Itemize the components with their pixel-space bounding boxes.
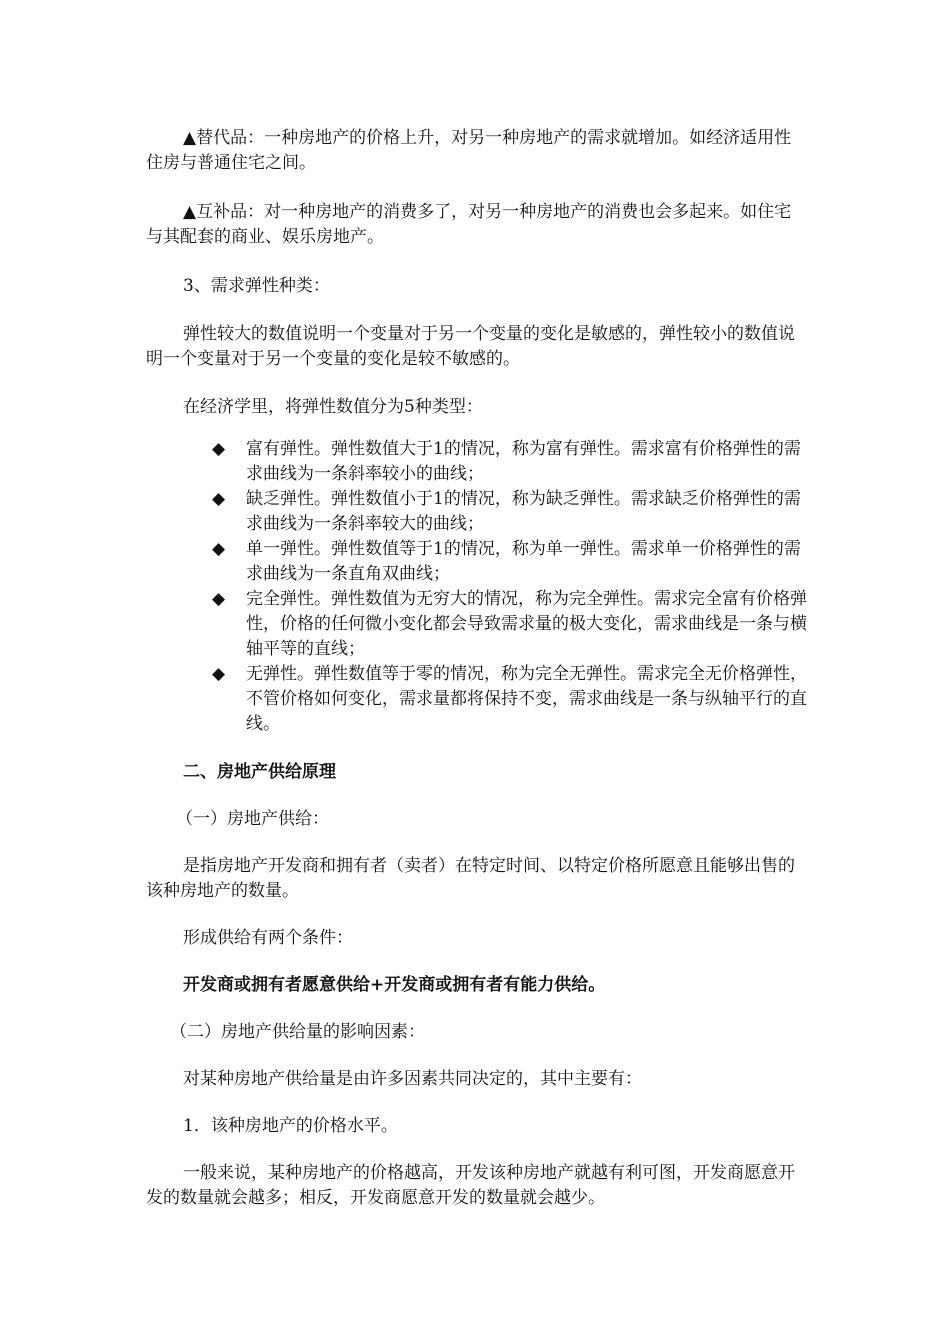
substitute-paragraph: ▲替代品：一种房地产的价格上升，对另一种房地产的需求就增加。如经济适用性住房与普通住宅之间。	[146, 128, 792, 173]
diamond-bullet-icon: ◆	[212, 439, 226, 459]
factors-intro: 对某种房地产供给量是由许多因素共同决定的，其中主要有：	[183, 1069, 642, 1089]
diamond-bullet-icon: ◆	[212, 589, 226, 609]
elasticity-types-heading: 3、需求弹性种类：	[183, 276, 330, 296]
supply-section-heading: 二、房地产供给原理	[183, 762, 336, 782]
diamond-bullet-icon: ◆	[212, 664, 226, 684]
diamond-bullet-icon: ◆	[212, 489, 226, 509]
factor-1-text: 一般来说，某种房地产的价格越高，开发该种房地产就越有利可图，开发商愿意开发的数量就会越多；相反，开发商愿意开发的数量就会越少。	[146, 1163, 795, 1208]
elasticity-list	[212, 437, 812, 737]
conditions-text: 开发商或拥有者愿意供给+开发商或拥有者有能力供给。	[183, 975, 606, 995]
list-item: ◆ 完全弹性。弹性数值为无穷大的情况，称为完全弹性。需求完全富有价格弹性，价格的任何微小变化都会导致需求量的极大变化，需求曲线是一条与横轴平等的直线；	[212, 589, 807, 659]
list-item: ◆ 缺乏弹性。弹性数值小于1的情况，称为缺乏弹性。需求缺乏价格弹性的需求曲线为一条斜率较大的曲线；	[212, 489, 801, 534]
supply-subheading-2: （二）房地产供给量的影响因素：	[170, 1022, 425, 1042]
supply-subheading-1: （一）房地产供给：	[176, 809, 329, 829]
list-item: ◆ 单一弹性。弹性数值等于1的情况，称为单一弹性。需求单一价格弹性的需求曲线为一条直角双曲线；	[212, 539, 801, 584]
list-item: ◆ 无弹性。弹性数值等于零的情况，称为完全无弹性。需求完全无价格弹性，不管价格如何变化，需求量都将保持不变，需求曲线是一条与纵轴平行的直线。	[212, 664, 807, 734]
diamond-bullet-icon: ◆	[212, 539, 226, 559]
complement-paragraph: ▲互补品：对一种房地产的消费多了，对另一种房地产的消费也会多起来。如住宅与其配套的商业、娱乐房地产。	[146, 202, 792, 247]
five-types-intro: 在经济学里，将弹性数值分为5种类型：	[183, 397, 483, 417]
supply-definition: 是指房地产开发商和拥有者（卖者）在特定时间、以特定价格所愿意且能够出售的该种房地产的数量。	[146, 856, 795, 901]
factor-1-heading: 1．该种房地产的价格水平。	[183, 1116, 398, 1136]
list-item: ◆ 富有弹性。弹性数值大于1的情况，称为富有弹性。需求富有价格弹性的需求曲线为一条斜率较小的曲线；	[212, 439, 801, 484]
conditions-intro: 形成供给有两个条件：	[183, 928, 353, 948]
elasticity-meaning-paragraph: 弹性较大的数值说明一个变量对于另一个变量的变化是敏感的，弹性较小的数值说明一个变量对于另一个变量的变化是较不敏感的。	[146, 324, 795, 369]
